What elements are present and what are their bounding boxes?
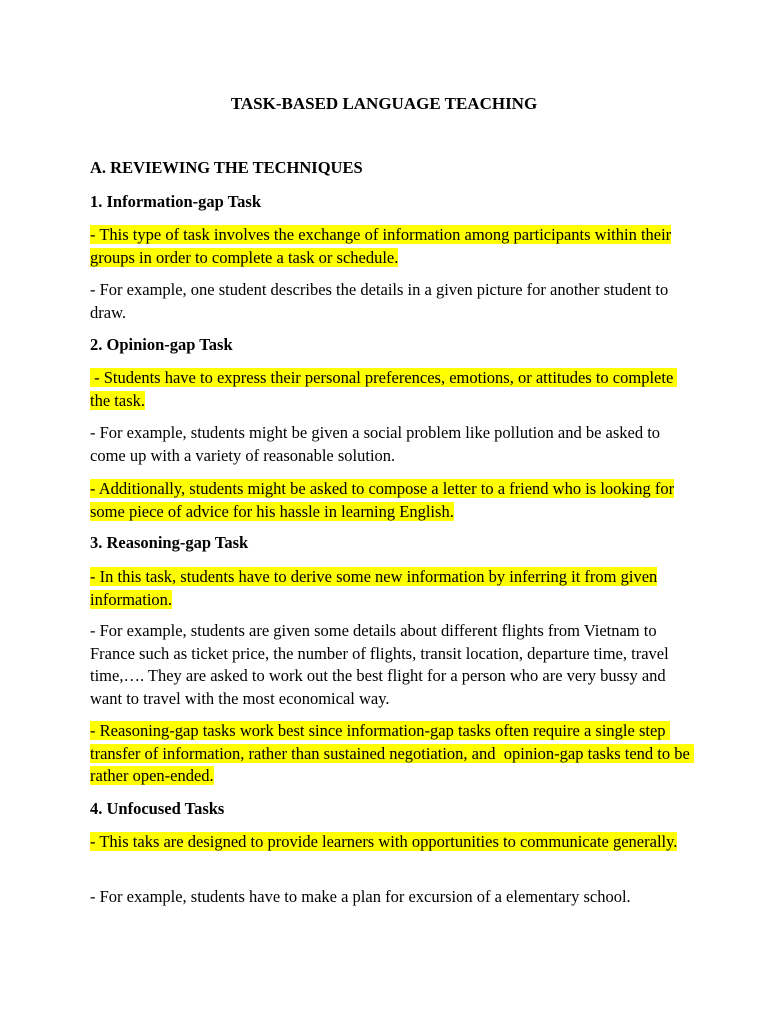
task-2-example: - For example, students might be given a social problem like pollution and be asked to come up with a variety of reasonable solution. <box>90 423 661 465</box>
task-2-definition <box>90 367 690 412</box>
task-3-heading: 3. Reasoning-gap Task <box>90 533 249 552</box>
highlighted-text: - This type of task involves the exchange of information among participants within their groups in order to complete a task or schedule. <box>90 225 672 267</box>
task-1-heading: 1. Information-gap Task <box>90 192 262 211</box>
task-4-definition <box>90 831 690 854</box>
task-3-example: - For example, students are given some details about different flights from Vietnam to France such as ticket price, the number of flights, transit location, departure time, travel time,…. They are asked to work out the best flight for a person who are very bussy and want to travel with the most economical way. <box>90 621 669 708</box>
task-3-comparison <box>90 720 694 788</box>
highlighted-text: - Students have to express their personal preferences, emotions, or attitudes to complete the task. <box>90 368 678 410</box>
highlighted-text: - This taks are designed to provide learners with opportunities to communicate generally. <box>90 832 678 851</box>
highlighted-text: - Reasoning-gap tasks work best since information-gap tasks often require a single step transfer of information, rather than sustained negotiation, and opinion-gap tasks tend to be rather open-ended. <box>90 721 694 785</box>
task-1-definition <box>90 224 690 269</box>
task-1-example: - For example, one student describes the details in a given picture for another student to draw. <box>90 280 669 322</box>
task-2-additional <box>90 478 690 523</box>
highlighted-text: - In this task, students have to derive some new information by inferring it from given information. <box>90 567 658 609</box>
document-title: TASK-BASED LANGUAGE TEACHING <box>230 94 538 113</box>
task-2-heading: 2. Opinion-gap Task <box>90 335 233 354</box>
section-heading: A. REVIEWING THE TECHNIQUES <box>90 158 363 177</box>
task-4-heading: 4. Unfocused Tasks <box>90 799 225 818</box>
task-3-definition <box>90 566 690 611</box>
highlighted-text: - Additionally, students might be asked to compose a letter to a friend who is looking for some piece of advice for his hassle in learning English. <box>90 479 675 521</box>
task-4-example: - For example, students have to make a plan for excursion of a elementary school. <box>90 887 631 906</box>
